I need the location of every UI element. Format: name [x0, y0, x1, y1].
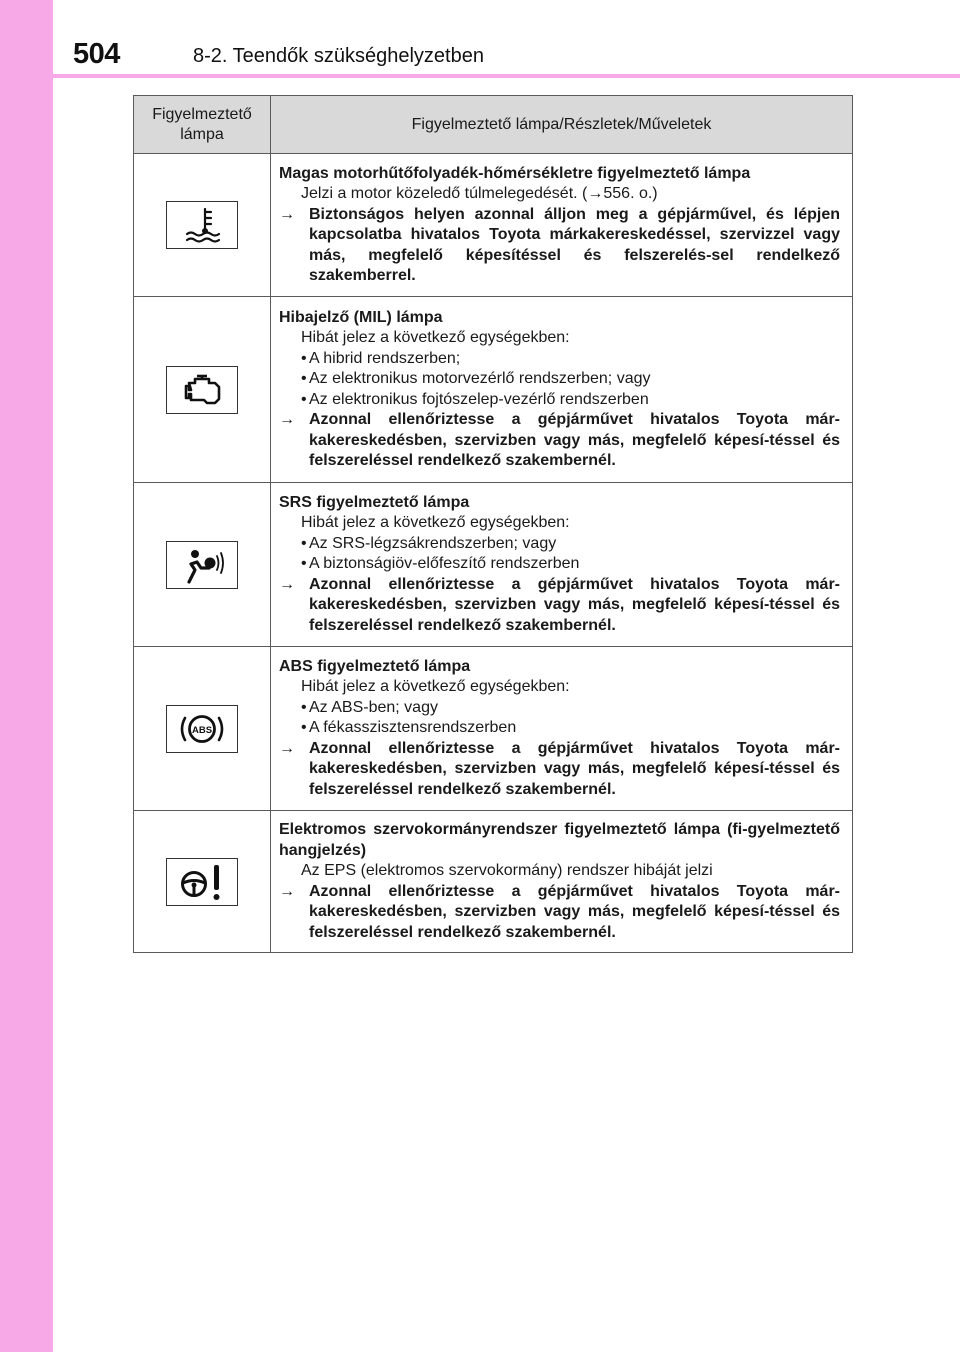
section-title: 8-2. Teendők szükséghelyzetben [193, 45, 484, 67]
arrow-icon: → [279, 882, 295, 900]
lamp-cell [134, 811, 271, 953]
arrow-icon: → [279, 575, 295, 593]
detail-cell [271, 483, 853, 647]
lamp-title: Elektromos szervokormányrendszer figyelmeztető lámpa (fi-gyelmeztető hangjelzés) [279, 821, 840, 859]
coolant-temperature-icon [166, 201, 238, 249]
bullet-item: • Az elektronikus fojtószelep-vezérlő rendszerben [279, 390, 840, 411]
table-row [134, 483, 853, 647]
lamp-title: SRS figyelmeztető lámpa [279, 493, 470, 511]
description-line: Hibát jelez a következő egységekben: [301, 329, 570, 346]
arrow-icon: → [279, 739, 295, 757]
bullet-item: • Az elektronikus motorvezérlő rendszerben; vagy [279, 369, 840, 390]
detail-cell [271, 811, 853, 953]
action-label: Azonnal ellenőriztesse a gépjárművet hivatalos Toyota már-kakereskedésben, szervizben vagy más, megfelelő képesí-téssel és felszereléssel rendelkező szakembernél. [309, 575, 840, 634]
arrow-icon: → [279, 411, 295, 428]
table-row [134, 154, 853, 297]
check-engine-icon [166, 366, 238, 414]
lamp-title: Hibajelző (MIL) lámpa [279, 308, 443, 326]
bullet-item: • Az ABS-ben; vagy [279, 698, 840, 719]
bullet-item: • A hibrid rendszerben; [279, 349, 840, 370]
action-text [279, 205, 840, 287]
detail-cell [271, 297, 853, 483]
description-line: Az EPS (elektromos szervokormány) rendszer hibáját jelzi [301, 862, 713, 879]
bullet-item: • Az SRS-légzsákrendszerben; vagy [279, 534, 840, 555]
table-row [134, 647, 853, 811]
action-label: Azonnal ellenőriztesse a gépjárművet hivatalos Toyota már-kakereskedésben, szervizben vagy más, megfelelő képesí-téssel és felszereléssel rendelkező szakembernél. [309, 739, 840, 798]
page-number: 504 [73, 38, 120, 70]
action-text [279, 882, 840, 944]
detail-cell [271, 647, 853, 811]
header-divider [53, 74, 960, 78]
action-label: Azonnal ellenőriztesse a gépjárművet hivatalos Toyota már-kakereskedésben, szervizben vagy más, megfelelő képesí-téssel és felszereléssel rendelkező szakembernél. [309, 411, 840, 469]
detail-cell [271, 154, 853, 297]
bullet-item: • A biztonságiöv-előfeszítő rendszerben [279, 554, 840, 575]
power-steering-warning-icon [166, 858, 238, 906]
action-text [279, 739, 840, 801]
lamp-title: ABS figyelmeztető lámpa [279, 657, 471, 675]
action-text [279, 575, 840, 637]
bullet-item: • A fékasszisztensrendszerben [279, 718, 840, 739]
lamp-cell [134, 647, 271, 811]
abs-icon [166, 705, 238, 753]
srs-airbag-icon [166, 541, 238, 589]
warning-lamp-table [133, 95, 853, 953]
table-row [134, 811, 853, 953]
column-header-details: Figyelmeztető lámpa/Részletek/Műveletek [271, 96, 853, 154]
lamp-title: Magas motorhűtőfolyadék-hőmérsékletre figyelmeztető lámpa [279, 164, 751, 182]
lamp-cell [134, 483, 271, 647]
side-color-strip [0, 0, 53, 1352]
table-header-row [134, 96, 853, 154]
description-line: Jelzi a motor közeledő túlmelegedését. (→556. o.) [301, 185, 658, 202]
description-line: Hibát jelez a következő egységekben: [301, 678, 570, 696]
table-row [134, 297, 853, 483]
lamp-cell [134, 154, 271, 297]
abs-icon-label: ABS [191, 724, 213, 736]
lamp-cell [134, 297, 271, 483]
action-label: Azonnal ellenőriztesse a gépjárművet hivatalos Toyota már-kakereskedésben, szervizben vagy más, megfelelő képesí-téssel és felszereléssel rendelkező szakembernél. [309, 882, 840, 941]
action-text [279, 410, 840, 472]
column-header-lamp: Figyelmeztető lámpa [134, 96, 271, 154]
arrow-icon: → [279, 205, 295, 223]
description-line: Hibát jelez a következő egységekben: [301, 514, 570, 532]
action-label: Biztonságos helyen azonnal álljon meg a gépjárművel, és lépjen kapcsolatba hivatalos Toyota márkakereskedéssel, szervizzel vagy más, megfelelő képesítéssel és felszerelés-sel rendelkező szakemberrel. [309, 205, 840, 284]
page-header [0, 0, 960, 80]
